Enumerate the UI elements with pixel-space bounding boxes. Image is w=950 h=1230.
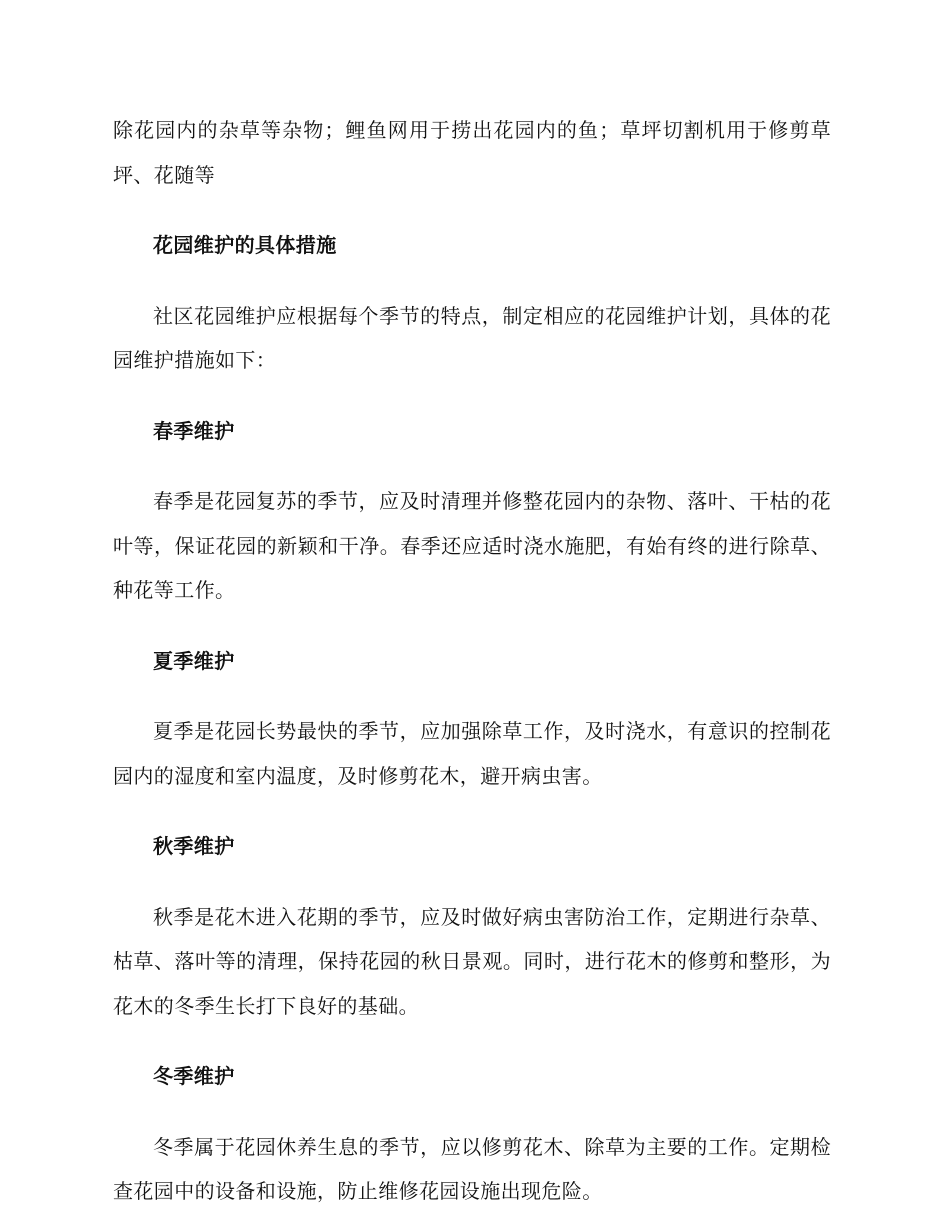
winter-paragraph: 冬季属于花园休养生息的季节，应以修剪花木、除草为主要的工作。定期检查花园中的设备和设施，防止维修花园设施出现危险。 <box>113 1134 831 1203</box>
spring-paragraph: 春季是花园复苏的季节，应及时清理并修整花园内的杂物、落叶、干枯的花叶等，保证花园的新颖和干净。春季还应适时浇水施肥，有始有终的进行除草、种花等工作。 <box>113 489 831 602</box>
summer-paragraph: 夏季是花园长势最快的季节，应加强除草工作，及时浇水，有意识的控制花园内的湿度和室内温度，及时修剪花木，避开病虫害。 <box>113 719 831 788</box>
winter-heading: 冬季维护 <box>153 1064 235 1088</box>
spacer <box>113 798 831 824</box>
spacer <box>113 383 831 409</box>
intro-paragraph: 社区花园维护应根据每个季节的特点，制定相应的花园维护计划，具体的花园维护措施如下： <box>113 303 831 372</box>
spacer <box>113 453 831 479</box>
continuation-paragraph: 除花园内的杂草等杂物；鲤鱼网用于捞出花园内的鱼；草坪切割机用于修剪草坪、花随等 <box>113 118 831 187</box>
autumn-paragraph: 秋季是花木进入花期的季节，应及时做好病虫害防治工作，定期进行杂草、枯草、落叶等的清理，保持花园的秋日景观。同时，进行花木的修剪和整形，为花木的冬季生长打下良好的基础。 <box>113 904 831 1018</box>
summer-heading: 夏季维护 <box>153 648 235 673</box>
spacer <box>113 869 831 895</box>
document-page <box>113 108 831 1214</box>
spacer <box>113 197 831 223</box>
spacer <box>113 268 831 294</box>
spacer <box>113 1028 831 1054</box>
autumn-heading: 秋季维护 <box>153 834 235 858</box>
section-heading: 花园维护的具体措施 <box>153 233 337 257</box>
spacer <box>113 613 831 639</box>
spacer <box>113 683 831 709</box>
spacer <box>113 1099 831 1125</box>
spring-heading: 春季维护 <box>153 418 235 443</box>
